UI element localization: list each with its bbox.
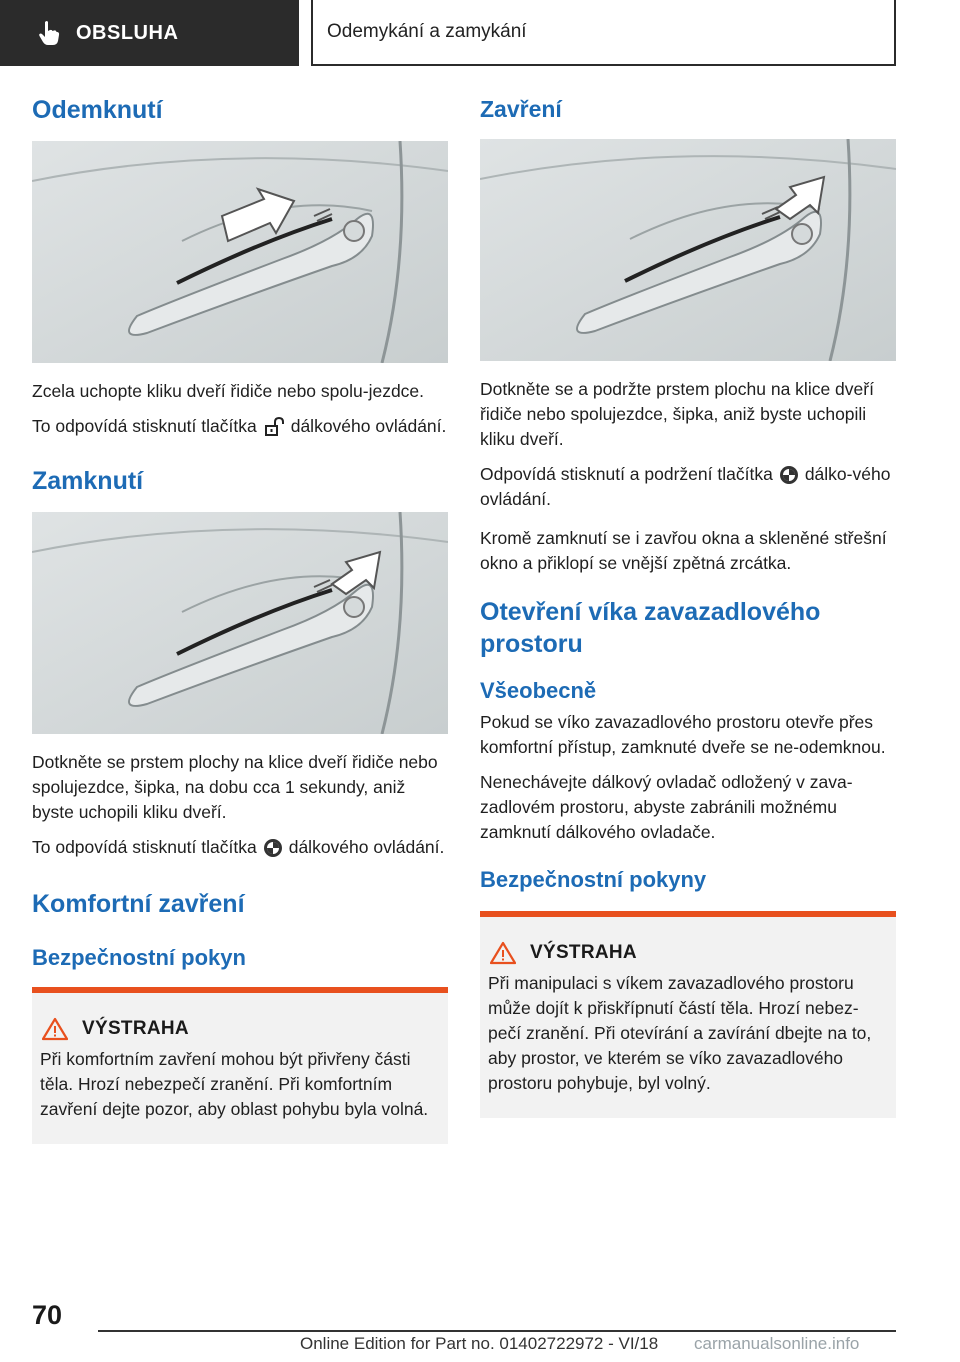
- unlock-button-icon: [263, 416, 285, 438]
- safety-note-heading: Bezpečnostní pokyn: [32, 945, 246, 970]
- close-text-2: [480, 462, 896, 512]
- lock-text-1: Dotkněte se prstem plochy na klice dveří řidiče nebo spolujezdce, šipka, na dobu cca 1 sekundy, aniž byste uchopili kliku dveří.: [32, 752, 438, 822]
- door-handle-unlock-illustration: [32, 141, 448, 363]
- close-text-3: Kromě zamknutí se i zavřou okna a skleněné střešní okno a přiklopí se vnější zpětná zrcátka.: [480, 528, 887, 573]
- warning-header: [488, 941, 888, 965]
- safety-notes-heading: Bezpečnostní pokyny: [480, 867, 707, 892]
- unlock-heading: Odemknutí: [32, 96, 163, 124]
- close-heading: Zavření: [480, 96, 562, 122]
- warning-box: [32, 987, 448, 1144]
- lock-text-2a: To odpovídá stisknutí tlačítka: [32, 837, 257, 857]
- lock-text-2: [32, 835, 448, 860]
- unlock-text-2: [32, 414, 448, 439]
- warning-triangle-icon: [490, 941, 516, 965]
- warning-text: Při manipulaci s víkem zavazadlového prostoru může dojít k přiskřípnutí částí těla. Hrozí nebez-pečí zranění. Při otevírání a zavírání dbejte na to, aby prostor, ve kterém se víko zavazadlového prostoru pohybuje, byl volný.: [488, 973, 872, 1093]
- close-text-2a: Odpovídá stisknutí a podržení tlačítka: [480, 464, 773, 484]
- general-text-2: Nenechávejte dálkový ovladač odložený v zava-zadlovém prostoru, abyste zabránili možnému zamknutí dálkového ovladače.: [480, 772, 853, 842]
- door-handle-close-illustration: [480, 139, 896, 361]
- warning-label: VÝSTRAHA: [82, 1018, 189, 1039]
- page-number: 70: [32, 1300, 63, 1330]
- warning-text: Při komfortním zavření mohou být přivřeny části těla. Hrozí nebezpečí zranění. Při komfortním zavření dejte pozor, aby oblast pohybu byla volná.: [40, 1049, 429, 1119]
- bmw-lock-button-icon: [263, 838, 283, 858]
- general-text-1: Pokud se víko zavazadlového prostoru otevře přes komfortní přístup, zamknuté dveře se ne-odemknou.: [480, 712, 886, 757]
- chapter-title: Odemykání a zamykání: [311, 0, 896, 66]
- warning-triangle-icon: [42, 1017, 68, 1041]
- footer-divider: [98, 1330, 896, 1332]
- door-handle-lock-illustration: [32, 512, 448, 734]
- comfort-close-heading: Komfortní zavření: [32, 890, 245, 918]
- watermark: carmanualsonline.info: [694, 1334, 860, 1353]
- section-title: OBSLUHA: [76, 21, 179, 44]
- warning-header: [40, 1017, 440, 1041]
- left-column: [32, 96, 448, 1144]
- close-text-2b: dálko-vého ovládání.: [480, 464, 891, 509]
- warning-box: [480, 911, 896, 1118]
- right-column: [480, 96, 896, 1118]
- trunk-heading: Otevření víka zavazadlového prostoru: [480, 598, 821, 658]
- bmw-lock-button-icon: [779, 465, 799, 485]
- section-tab: [0, 0, 299, 66]
- unlock-text-2b: dálkového ovládání.: [290, 416, 447, 436]
- close-text-1: Dotkněte se a podržte prstem plochu na klice dveří řidiče nebo spolujezdce, šipka, aniž byste uchopili kliku dveří.: [480, 379, 874, 449]
- general-heading: Všeobecně: [480, 678, 597, 703]
- lock-text-2b: dálkového ovládání.: [288, 837, 445, 857]
- edition-text: Online Edition for Part no. 01402722972 - VI/18: [300, 1334, 659, 1353]
- unlock-text-2a: To odpovídá stisknutí tlačítka: [32, 416, 257, 436]
- hand-pointer-icon: [38, 20, 60, 46]
- warning-label: VÝSTRAHA: [530, 942, 637, 963]
- unlock-text-1: Zcela uchopte kliku dveří řidiče nebo spolu-jezdce.: [32, 381, 425, 401]
- lock-heading: Zamknutí: [32, 467, 144, 495]
